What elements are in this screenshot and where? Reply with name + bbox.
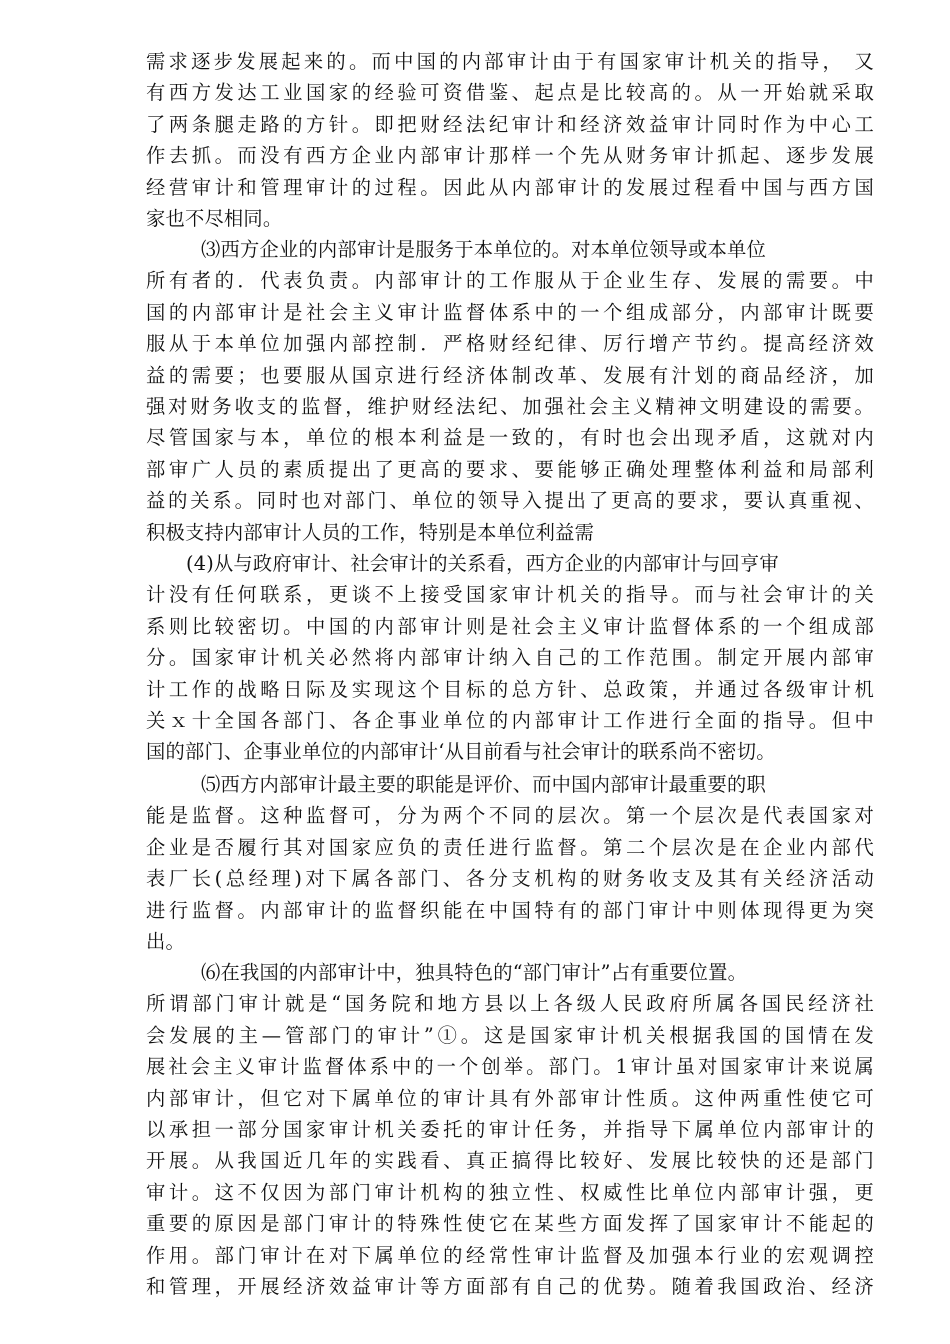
paragraph-1 — [146, 46, 874, 234]
text-line: 需求逐步发展起来的。而中国的内部审计由于有国家审计机关的指导， 又 — [146, 50, 874, 73]
text-line: 能是监督。这种监督可，分为两个不同的层次。第一个层次是代表国家对 — [146, 804, 874, 828]
text-line: 表厂长(总经理)对下属各部门、各分支机构的财务收支及其有关经济活动 — [146, 867, 874, 891]
text-line: 国的内部审计是社会主义审计监督体系中的一个组成部分，内部审计既要 — [146, 300, 874, 324]
text-line: 益的关系。同时也对部门、单位的领导入提出了更高的要求，要认真重视、 — [146, 489, 874, 513]
text-line: 作用。部门审计在对下属单位的经常性审计监督及加强本行业的宏观调控 — [146, 1243, 874, 1267]
text-line: 了两条腿走路的方针。即把财经法纪审计和经济效益审计同时作为中心工 — [146, 112, 874, 136]
text-line: 企业是否履行其对国家应负的责任进行监督。第二个层次是在企业内部代 — [146, 835, 874, 859]
text-line: 关ｘ十全国各部门、各企事业单位的内部审计工作进行全面的指导。但中 — [146, 708, 874, 732]
text-line: ⑹在我国的内部审计中，独具特色的“部门审计”占有重要位置。 — [201, 961, 748, 984]
text-line: 服从于本单位加强内部控制．严格财经纪律、厉行增产节约。提高经济效 — [146, 332, 874, 356]
text-line: 积极支持内部审计人员的工作，特别是本单位利益需 — [146, 520, 595, 544]
text-line: 和管理，开展经济效益审计等方面部有自己的优势。随着我国政治、经济 — [146, 1274, 874, 1298]
text-line: 计工作的战略日际及实现这个目标的总方针、总政策，并通过各级审计机 — [146, 677, 874, 701]
text-line: 国的部门、企事业单位的内部审计‘从目前看与社会审计的联系尚不密切。 — [146, 740, 776, 764]
text-line: 审计。这不仅因为部门审计机构的独立性、权威性比单位内部审计强，更 — [146, 1180, 874, 1204]
paragraph-3 — [146, 548, 874, 768]
paragraph-2 — [146, 234, 874, 548]
text-line: (4)从与政府审计、社会审计的关系看，西方企业的内部审计与回亨审 — [186, 552, 779, 575]
paragraph-4 — [146, 769, 874, 957]
text-line: ⑸西方内部审计最主要的职能是评价、而中国内部审计最重要的职 — [201, 773, 766, 796]
text-line: 计没有任何联系，更谈不上接受国家审计机关的指导。而与社会审计的关 — [146, 583, 874, 607]
text-line: 会发展的主—管部门的审计”①。这是国家审计机关根据我国的国情在发 — [146, 1023, 874, 1047]
text-line: 益的需要；也要服从国京进行经济体制改革、发展有汁划的商品经济，加 — [146, 363, 874, 387]
text-line: 分。国家审计机关必然将内部审计纳入自己的工作范围。制定开展内部审 — [146, 646, 874, 670]
text-line: 以承担一部分国家审计机关委托的审计任务，并指导下属单位内部审计的 — [146, 1117, 874, 1141]
text-line: ⑶西方企业的内部审计是服务于本单位的。对本单位领导或本单位 — [201, 238, 766, 261]
text-line: 重要的原因是部门审计的特殊性使它在某些方面发挥了国家审计不能起的 — [146, 1212, 874, 1236]
paragraph-5 — [146, 957, 874, 1302]
text-line: 家也不尽相同。 — [146, 206, 283, 230]
text-line: 经营审计和管理审计的过程。因此从内部审计的发展过程看中国与西方国 — [146, 175, 874, 199]
text-line: 所有者的．代表负责。内部审计的工作服从于企业生存、发展的需要。中 — [146, 269, 874, 293]
text-line: 内部审计，但它对下属单位的审计具有外部审计性质。这仲两重性使它可 — [146, 1086, 874, 1110]
text-line: 所谓部门审计就是“国务院和地方县以上各级人民政府所属各国民经济社 — [146, 992, 874, 1016]
text-line: 部审广人员的素质提出了更高的要求、要能够正确处理整体利益和局部利 — [146, 457, 874, 481]
text-line: 强对财务收支的监督，维护财经法纪、加强社会主义精神文明建设的需要。 — [146, 394, 874, 418]
text-line: 进行监督。内部审计的监督织能在中国特有的部门审计中则体现得更为突 — [146, 898, 874, 922]
text-line: 系则比较密切。中国的内部审计则是社会主义审计监督体系的一个组成部 — [146, 614, 874, 638]
text-line: 作去抓。而没有西方企业内部审计那样一个先从财务审计抓起、逐步发展 — [146, 144, 874, 168]
text-line: 有西方发达工业国家的经验可资借鉴、起点是比较高的。从一开始就采取 — [146, 81, 874, 105]
text-line: 开展。从我国近几年的实践看、真正搞得比较好、发展比较快的还是部门 — [146, 1149, 874, 1173]
text-line: 出。 — [146, 929, 185, 953]
text-line: 展社会主义审计监督体系中的一个创举。部门。1审计虽对国家审计来说属 — [146, 1055, 874, 1079]
text-line: 尽管国家与本，单位的根本利益是一致的，有时也会出现矛盾，这就对内 — [146, 426, 874, 450]
